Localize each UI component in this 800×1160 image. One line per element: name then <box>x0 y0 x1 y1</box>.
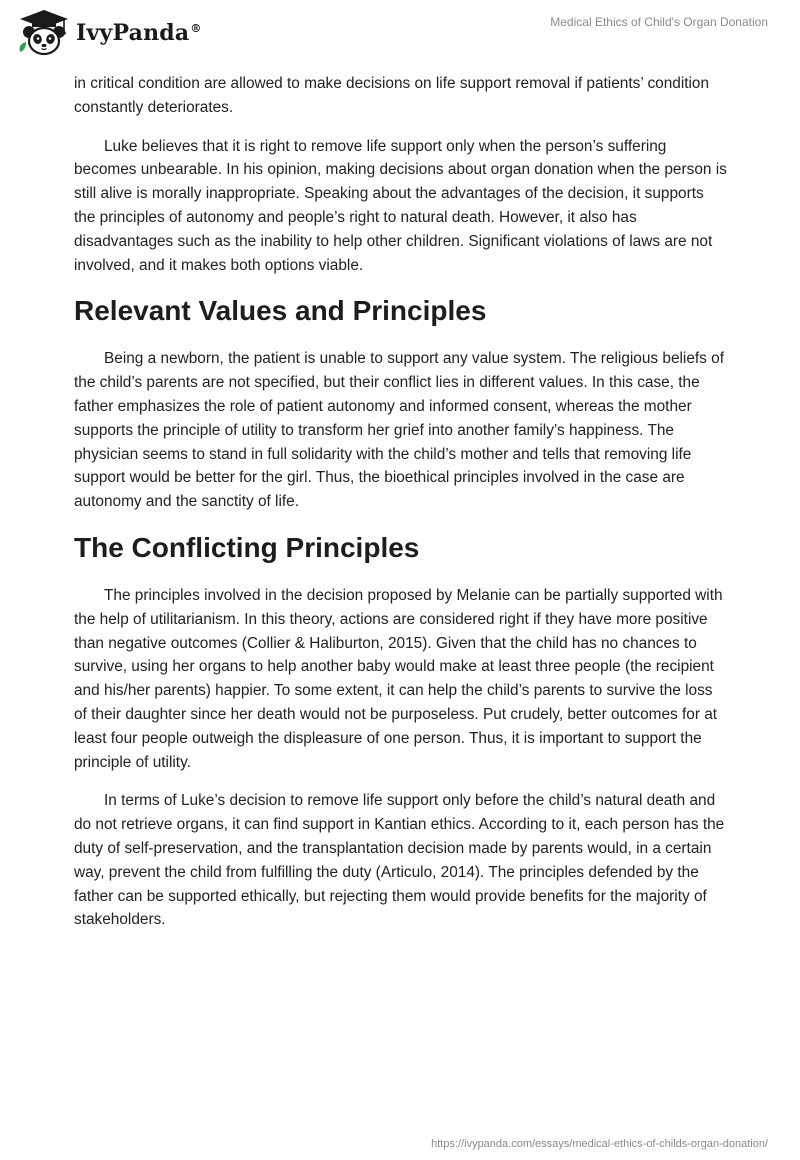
paragraph-continuation: in critical condition are allowed to make decisions on life support removal if patients’ condition constantly deteriorates. <box>74 75 710 116</box>
essay-body <box>74 72 728 947</box>
paragraph-kantian-ethics: In terms of Luke’s decision to remove life support only before the child’s natural death and do not retrieve organs, it can find support in Kantian ethics. According to it, each person has the duty of self-preservation, and the transplantation decision made by parents would, in a certain way, prevent the child from fulfilling the duty (Articulo, 2014). The principles defended by the father can be supported ethically, but rejecting them would provide benefits for the majority of stakeholders. <box>74 792 725 929</box>
logo-text <box>76 20 202 46</box>
panda-graduate-icon <box>16 8 72 58</box>
paragraph-utilitarianism: The principles involved in the decision proposed by Melanie can be partially supported with the help of utilitarianism. In this theory, actions are considered right if they have more positive than negative outcomes (Collier & Haliburton, 2015). Given that the child has no chances to survive, using her organs to help another baby would make at least three people (the recipient and his/her parents) happier. To some extent, it can help the child’s parents to survive the loss of their daughter since her death would not be purposeless. Put crudely, better outcomes for at least four people outweigh the displeasure of one person. Thus, it is important to support the principle of utility. <box>74 586 723 771</box>
source-url-link[interactable]: https://ivypanda.com/essays/medical-ethics-of-childs-organ-donation/ <box>431 1138 768 1150</box>
page-header <box>0 0 800 70</box>
heading-relevant-values: Relevant Values and Principles <box>74 295 487 327</box>
ivypanda-logo[interactable] <box>16 8 202 58</box>
paragraph-values: Being a newborn, the patient is unable to support any value system. The religious beliefs of the child’s parents are not specified, but their conflict lies in different values. In this case, the father emphasizes the role of patient autonomy and informed consent, whereas the mother supports the principle of utility to transform her grief into another family’s happiness. The physician seems to stand in full solidarity with the child’s mother and tells that removing life support would be better for the girl. Thus, the bioethical principles involved in the case are autonomy and the sanctity of life. <box>74 350 724 511</box>
document-title: Medical Ethics of Child's Organ Donation <box>550 15 768 29</box>
heading-conflicting-principles: The Conflicting Principles <box>74 531 420 563</box>
registered-mark: ® <box>190 21 202 35</box>
paragraph-luke-opinion: Luke believes that it is right to remove life support only when the person’s suffering becomes unbearable. In his opinion, making decisions about organ donation when the person is still alive is morally inappropriate. Speaking about the advantages of the decision, it supports the principles of autonomy and people’s right to natural death. However, it also has disadvantages such as the inability to help other children. Significant violations of laws are not involved, and it makes both options viable. <box>74 137 727 274</box>
logo-wordmark: IvyPanda <box>76 20 190 46</box>
